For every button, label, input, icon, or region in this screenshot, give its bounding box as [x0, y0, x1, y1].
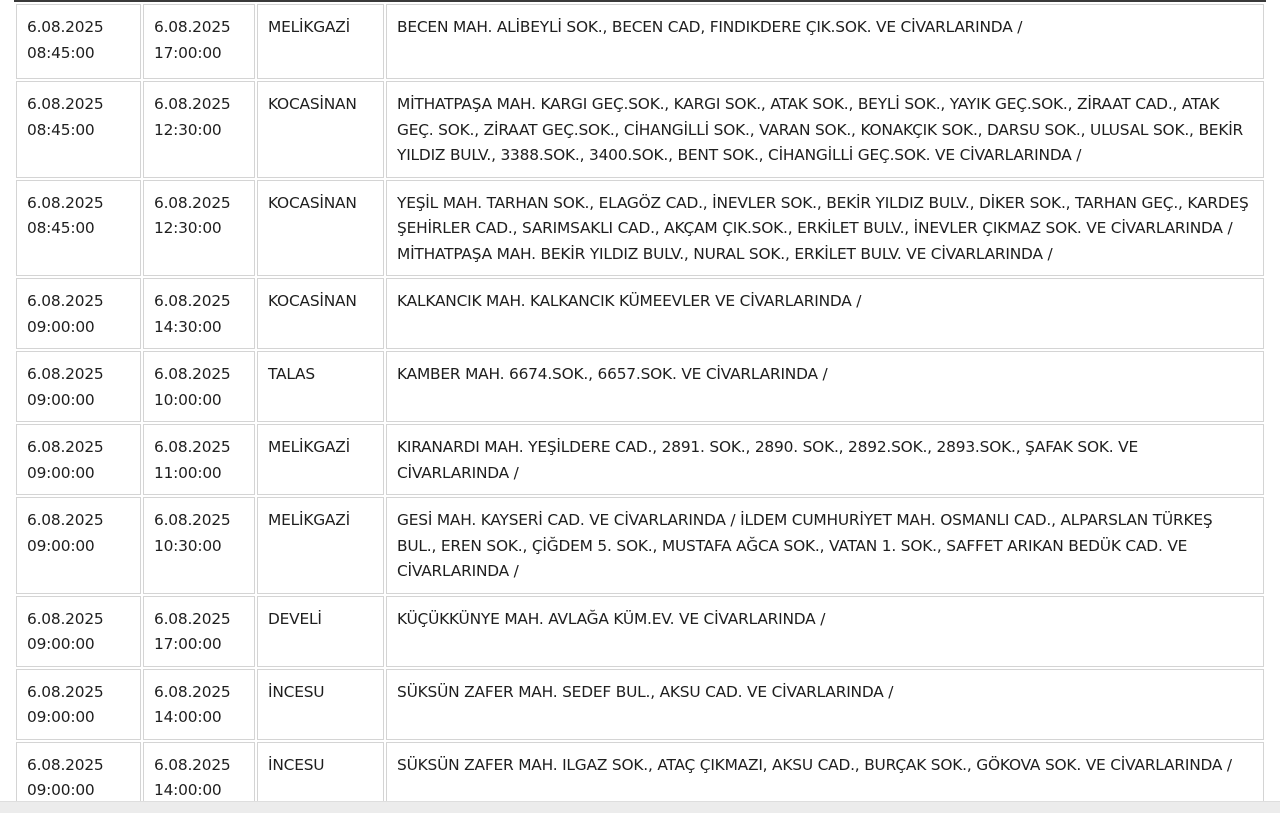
end-time: 6.08.2025 11:00:00	[143, 424, 255, 495]
table-row	[16, 81, 1264, 178]
end-time: 6.08.2025 12:30:00	[143, 180, 255, 277]
district: İNCESU	[257, 742, 384, 813]
start-time: 6.08.2025 08:45:00	[16, 4, 141, 79]
power-outage-table	[14, 2, 1266, 813]
affected-area: SÜKSÜN ZAFER MAH. SEDEF BUL., AKSU CAD. VE CİVARLARINDA /	[386, 669, 1264, 740]
affected-area: SÜKSÜN ZAFER MAH. ILGAZ SOK., ATAÇ ÇIKMAZI, AKSU CAD., BURÇAK SOK., GÖKOVA SOK. VE CİVARLARINDA /	[386, 742, 1264, 813]
district: TALAS	[257, 351, 384, 422]
district: İNCESU	[257, 669, 384, 740]
start-time: 6.08.2025 08:45:00	[16, 81, 141, 178]
end-time: 6.08.2025 14:00:00	[143, 669, 255, 740]
end-time: 6.08.2025 17:00:00	[143, 4, 255, 79]
start-time: 6.08.2025 09:00:00	[16, 424, 141, 495]
end-time: 6.08.2025 10:30:00	[143, 497, 255, 594]
affected-area: YEŞİL MAH. TARHAN SOK., ELAGÖZ CAD., İNEVLER SOK., BEKİR YILDIZ BULV., DİKER SOK., TARHAN GEÇ., KARDEŞ ŞEHİRLER CAD., SARIMSAKLI CAD., AKÇAM ÇIK.SOK., ERKİLET BULV., İNEVLER ÇIKMAZ SOK. VE CİVARLARINDA / MİTHATPAŞA MAH. BEKİR YILDIZ BULV., NURAL SOK., ERKİLET BULV. VE CİVARLARINDA /	[386, 180, 1264, 277]
district: DEVELİ	[257, 596, 384, 667]
table-row	[16, 596, 1264, 667]
district: KOCASİNAN	[257, 81, 384, 178]
district: KOCASİNAN	[257, 278, 384, 349]
table-row	[16, 497, 1264, 594]
start-time: 6.08.2025 09:00:00	[16, 351, 141, 422]
table-row	[16, 351, 1264, 422]
table-row	[16, 669, 1264, 740]
affected-area: KÜÇÜKKÜNYE MAH. AVLAĞA KÜM.EV. VE CİVARLARINDA /	[386, 596, 1264, 667]
end-time: 6.08.2025 14:30:00	[143, 278, 255, 349]
affected-area: MİTHATPAŞA MAH. KARGI GEÇ.SOK., KARGI SOK., ATAK SOK., BEYLİ SOK., YAYIK GEÇ.SOK., ZİRAAT CAD., ATAK GEÇ. SOK., ZİRAAT GEÇ.SOK., CİHANGİLLİ SOK., VARAN SOK., KONAKÇIK SOK., DARSU SOK., ULUSAL SOK., BEKİR YILDIZ BULV., 3388.SOK., 3400.SOK., BENT SOK., CİHANGİLLİ GEÇ.SOK. VE CİVARLARINDA /	[386, 81, 1264, 178]
district: MELİKGAZİ	[257, 424, 384, 495]
table-row	[16, 4, 1264, 79]
end-time: 6.08.2025 12:30:00	[143, 81, 255, 178]
affected-area: BECEN MAH. ALİBEYLİ SOK., BECEN CAD, FINDIKDERE ÇIK.SOK. VE CİVARLARINDA /	[386, 4, 1264, 79]
affected-area: KALKANCIK MAH. KALKANCIK KÜMEEVLER VE CİVARLARINDA /	[386, 278, 1264, 349]
table-row	[16, 278, 1264, 349]
table-row	[16, 180, 1264, 277]
district: KOCASİNAN	[257, 180, 384, 277]
horizontal-scrollbar[interactable]	[0, 801, 1280, 813]
start-time: 6.08.2025 09:00:00	[16, 497, 141, 594]
affected-area: GESİ MAH. KAYSERİ CAD. VE CİVARLARINDA / İLDEM CUMHURİYET MAH. OSMANLI CAD., ALPARSLAN TÜRKEŞ BUL., EREN SOK., ÇİĞDEM 5. SOK., MUSTAFA AĞCA SOK., VATAN 1. SOK., SAFFET ARIKAN BEDÜK CAD. VE CİVARLARINDA /	[386, 497, 1264, 594]
affected-area: KIRANARDI MAH. YEŞİLDERE CAD., 2891. SOK., 2890. SOK., 2892.SOK., 2893.SOK., ŞAFAK SOK. VE CİVARLARINDA /	[386, 424, 1264, 495]
end-time: 6.08.2025 10:00:00	[143, 351, 255, 422]
end-time: 6.08.2025 17:00:00	[143, 596, 255, 667]
start-time: 6.08.2025 09:00:00	[16, 278, 141, 349]
start-time: 6.08.2025 08:45:00	[16, 180, 141, 277]
table-row	[16, 424, 1264, 495]
start-time: 6.08.2025 09:00:00	[16, 596, 141, 667]
district: MELİKGAZİ	[257, 4, 384, 79]
affected-area: KAMBER MAH. 6674.SOK., 6657.SOK. VE CİVARLARINDA /	[386, 351, 1264, 422]
start-time: 6.08.2025 09:00:00	[16, 742, 141, 813]
end-time: 6.08.2025 14:00:00	[143, 742, 255, 813]
start-time: 6.08.2025 09:00:00	[16, 669, 141, 740]
district: MELİKGAZİ	[257, 497, 384, 594]
